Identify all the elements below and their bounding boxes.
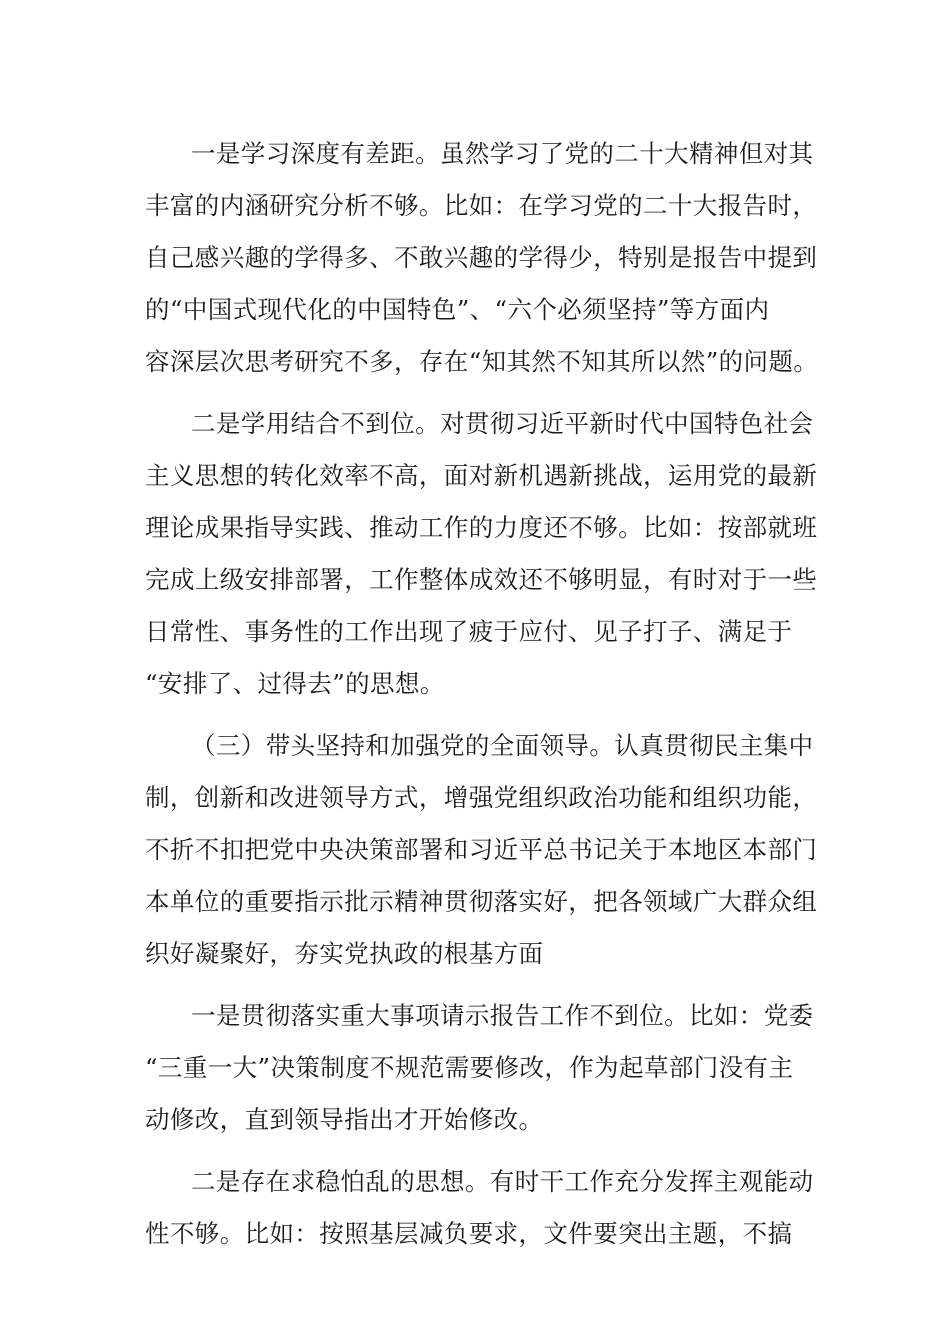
text-line: 主义思想的转化效率不高，面对新机遇新挑战，运用党的最新 (145, 461, 818, 490)
text-line: 一是贯彻落实重大事项请示报告工作不到位。比如：党委 (191, 1001, 814, 1030)
text-line: 不折不扣把党中央决策部署和习近平总书记关于本地区本部门 (145, 835, 818, 864)
text-line: “安排了、过得去”的思想。 (145, 669, 445, 698)
text-line: 自己感兴趣的学得多、不敢兴趣的学得少，特别是报告中提到 (145, 243, 818, 272)
text-line: “三重一大”决策制度不规范需要修改，作为起草部门没有主 (145, 1053, 794, 1082)
text-line: 动修改，直到领导指出才开始修改。 (145, 1105, 544, 1134)
text-line: 性不够。比如：按照基层减负要求，文件要突出主题，不搞 (145, 1219, 793, 1248)
text-line: 制，创新和改进领导方式，增强党组织政治功能和组织功能， (145, 783, 818, 812)
paragraph-reporting (145, 990, 814, 1146)
text-line: 完成上级安排部署，工作整体成效还不够明显，有时对于一些 (145, 565, 818, 594)
section-heading-line: （三）带头坚持和加强党的全面领导。认真贯彻民主集中 (191, 731, 814, 760)
text-line: 日常性、事务性的工作出现了疲于应付、见子打子、满足于 (145, 617, 793, 646)
document-body (145, 128, 819, 1270)
paragraph-study-depth (145, 128, 819, 388)
paragraph-section-three-heading (145, 720, 818, 980)
text-line: 理论成果指导实践、推动工作的力度还不够。比如：按部就班 (145, 513, 818, 542)
paragraph-stability (145, 1156, 814, 1260)
text-line: 二是存在求稳怕乱的思想。有时干工作充分发挥主观能动 (191, 1167, 814, 1196)
text-line: 本单位的重要指示批示精神贯彻落实好，把各领域广大群众组 (145, 887, 818, 916)
text-line: 织好凝聚好，夯实党执政的根基方面 (145, 939, 544, 968)
text-line: 二是学用结合不到位。对贯彻习近平新时代中国特色社会 (191, 409, 814, 438)
text-line: 的“中国式现代化的中国特色”、“六个必须坚持”等方面内 (145, 295, 770, 324)
text-line: 容深层次思考研究不多，存在“知其然不知其所以然”的问题。 (145, 347, 819, 376)
text-line: 一是学习深度有差距。虽然学习了党的二十大精神但对其 (191, 139, 814, 168)
text-line: 丰富的内涵研究分析不够。比如：在学习党的二十大报告时， (145, 191, 818, 220)
paragraph-study-application (145, 398, 818, 710)
